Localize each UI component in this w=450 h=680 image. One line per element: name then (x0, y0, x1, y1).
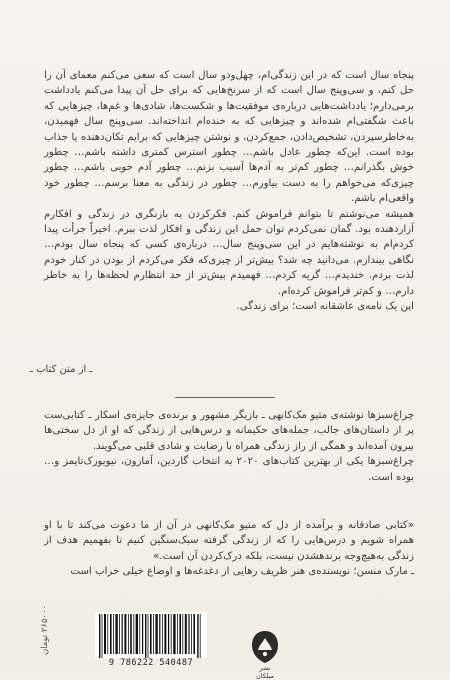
excerpt-source: ـ از متن کتاب ـ (30, 364, 93, 375)
isbn-barcode (95, 612, 207, 658)
description-paragraph-1: چراغ‌سبزها نوشته‌ی متیو مک‌کانهی ـ بازیگر مشهور و برنده‌ی جایزه‌ی اسکار ـ کتابی‌ست پر از داستان‌های جالب، جمله‌های حکیمانه و درس‌هایی از زندگی که او از دل سختی‌ها بیرون آمده‌اند و همگی از راز زندگی همراه با رضایت و شادی قلبی می‌گویند. (44, 410, 414, 452)
description-paragraph-2: چراغ‌سبزها یکی از بهترین کتاب‌های ۲۰۲۰ به انتخاب گاردین، آمازون، نیویورک‌تایمز و… بوده است. (44, 456, 414, 483)
excerpt-closing: این یک نامه‌ی عاشقانه است؛ برای زندگی. (236, 301, 414, 313)
section-divider (175, 397, 275, 398)
book-description (44, 408, 414, 485)
barcode-number: 9 786222 540487 (108, 658, 194, 668)
price-label: ۲۶۵۰۰۰ تومان (40, 604, 50, 656)
review-attribution: ـ مارک منسن؛ نویسنده‌ی هنر ظریف رهایی از دغدغه‌ها و اوضاع خیلی خراب است (70, 566, 414, 578)
barcode-icon (95, 612, 207, 658)
book-excerpt (44, 68, 414, 315)
review-quote: «کتابی صادقانه و برآمده از دل که متیو مک‌کانهی در آن از ما دعوت می‌کند تا با او همراه شویم و درس‌هایی را که از زندگی گرفته سبک‌سنگین کنیم تا بفهمیم هدف از زندگی به‌هیچ‌وجه برندهشدن نیست، بلکه درک‌کردن آن است.» (44, 520, 414, 562)
review-quote-block (44, 518, 414, 580)
excerpt-paragraph-1: پنجاه سال است که در این زندگی‌ام، چهل‌ودو سال است که سعی می‌کنم معمای آن را حل کنم، و سی‌وپنج سال است که از سرنخ‌هایی که برای حل آن پیدا می‌کنم یادداشت برمی‌دارم؛ یادداشت‌هایی درباره‌ی موفقیت‌ها و شکست‌ها، شادی‌ها و غم‌ها، چیزهایی که باعث شگفتی‌ام شده‌اند و چیزهایی که به خنده‌ام انداخته‌اند. سی‌وپنج سال فهمیدن، به‌خاطرسپردن، تشخیص‌دادن، جمع‌کردن، و نوشتن چیزهایی که برایم تکان‌دهنده یا جذاب بوده است. این‌که چطور عادل باشم… چطور استرس کمتری داشته باشم… چطور خوش بگذرانم… چطور کم‌تر به آدم‌ها آسیب بزنم… چطور آدم خوبی باشم… چطور چیزی‌که می‌خواهم را به دست بیاورم… چطور در زندگی به معنا برسم… چطور خود واقعی‌ام باشم. (44, 70, 414, 205)
publisher-logo-icon (250, 630, 280, 664)
excerpt-paragraph-2: همیشه می‌نوشتم تا بتوانم فراموش کنم. فکرکردن به بازنگری در زندگی و افکارم آزاردهنده بود. گمان نمی‌کردم توان حمل این زندگی و افکار لذت ببرم. اخیراً جرأت پیدا کردم‌ام به نوشته‌هایم در این سی‌وپنج سال… درباره‌ی کسی که پنجاه سال بودم… نگاهی بیندازم. می‌دانید چه شد؟ بیش‌تر از چیزی‌که فکر می‌کردم از بودن در کنار خودم لذت بردم. خندیدم… گریه کردم… فهمیدم بیش‌تر از حد انتظارم لحظه‌ها را به خاطر دارم… و کم‌تر فراموش کرده‌ام. (44, 208, 414, 297)
publisher-name: نشر میلکان (256, 664, 274, 680)
